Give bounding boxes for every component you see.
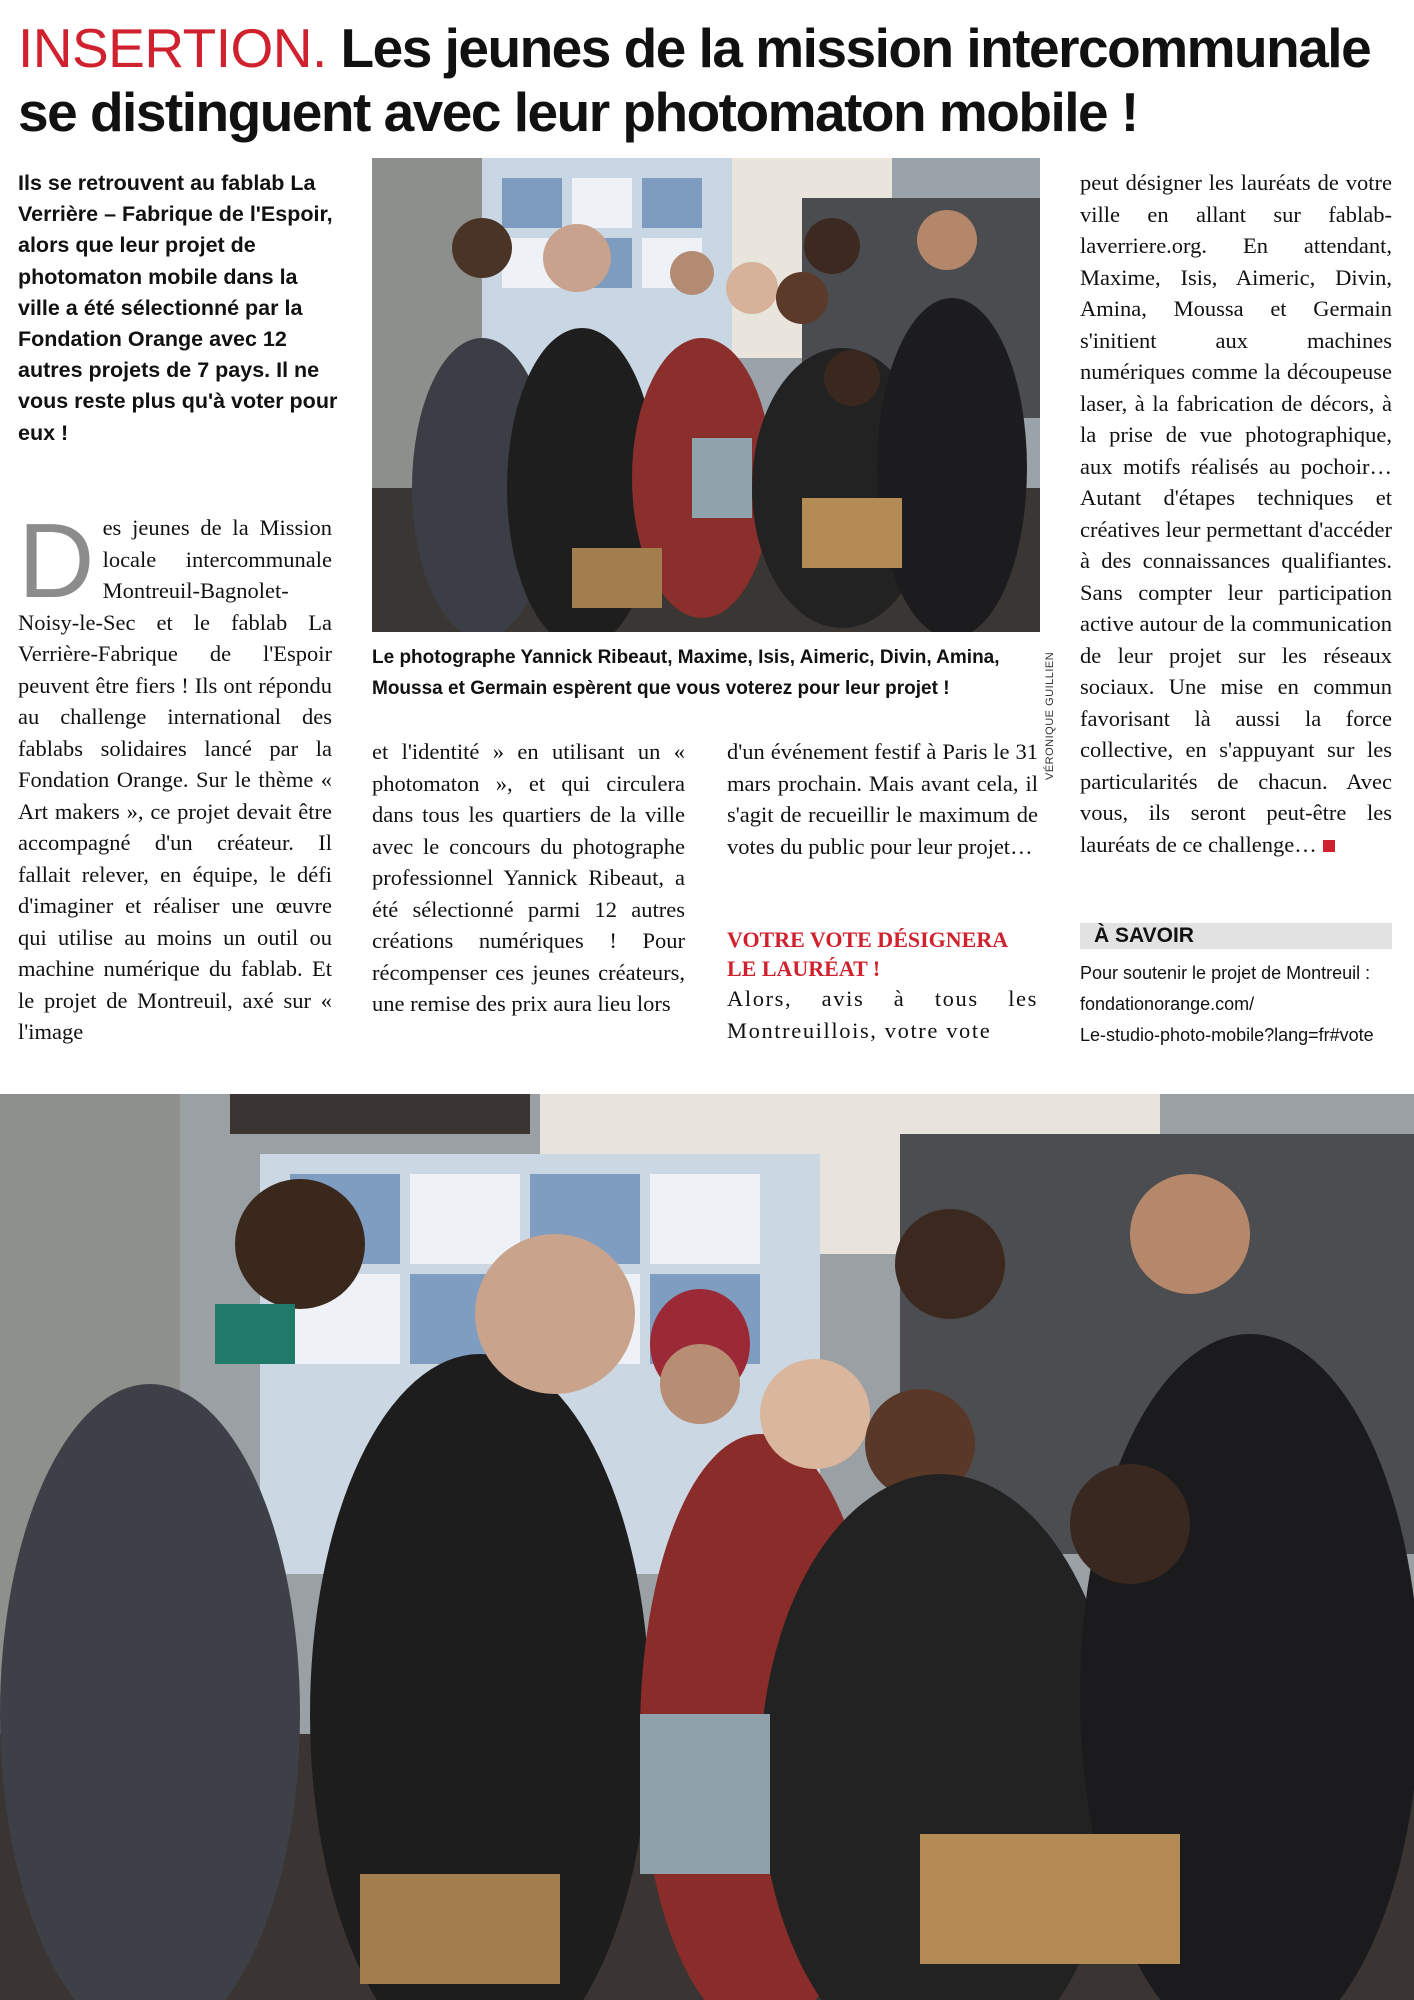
subheading	[727, 925, 1038, 1046]
group-photo-bottom-image	[0, 1094, 1414, 2000]
a-savoir-title: À SAVOIR	[1094, 924, 1194, 947]
section-kicker: INSERTION.	[18, 17, 327, 79]
group-photo-top	[372, 158, 1040, 632]
article-column-1	[18, 502, 332, 1048]
a-savoir-line-1: Pour soutenir le projet de Montreuil :	[1080, 963, 1371, 983]
column-3-continuation: Alors, avis à tous les Montreuillois, votre vote	[727, 986, 1038, 1043]
subheading-text: VOTRE VOTE DÉSIGNERA LE LAURÉAT !	[727, 927, 1007, 981]
column-1-text: es jeunes de la Mission locale intercommunale Montreuil-Bagnolet-Noisy-le-Sec et le fablab La Verrière-Fabrique de l'Espoir peuvent être fiers ! Ils ont répondu au challenge international des fablabs solidaires lancé par la Fondation Orange. Sur le thème « Art makers », ce projet devait être accompagné d'un créateur. Il fallait relever, en équipe, le défi d'imaginer et réaliser une œuvre qui utilise au moins un outil ou machine numérique du fablab. Et le projet de Montreuil, axé sur « l'image	[18, 515, 332, 1044]
photo-credit-text: VÉRONIQUE GUILLIEN	[1044, 651, 1056, 780]
article-column-2: et l'identité » en utilisant un « photomaton », et qui circulera dans tous les quartiers de la ville avec le concours du photographe professionnel Yannick Ribeaut, a été sélectionné parmi 12 autres créations numériques ! Pour récompenser ces jeunes créateurs, une remise des prix aura lieu lors	[372, 739, 685, 1016]
a-savoir-text	[1080, 958, 1400, 1051]
article-column-4	[1080, 167, 1392, 860]
group-photo-top-image	[372, 158, 1040, 632]
intro-chapo: Ils se retrouvent au fablab La Verrière – Fabrique de l'Espoir, alors que leur projet de photomaton mobile dans la ville a été sélectionné par la Fondation Orange avec 12 autres projets de 7 pays. Il ne vous reste plus qu'à voter pour eux !	[18, 171, 338, 445]
a-savoir-line-3: Le-studio-photo-mobile?lang=fr#vote	[1080, 1025, 1374, 1045]
photo-caption: Le photographe Yannick Ribeaut, Maxime, Isis, Aimeric, Divin, Amina, Moussa et Germain espèrent que vous voterez pour leur projet !	[372, 647, 1000, 699]
article-column-3: d'un événement festif à Paris le 31 mars prochain. Mais avant cela, il s'agit de recueillir le maximum de votes du public pour leur projet…	[727, 739, 1038, 859]
column-4-text: peut désigner les lauréats de votre ville en allant sur fablab-laverriere.org. En attendant, Maxime, Isis, Aimeric, Divin, Amina, Moussa et Germain s'initient aux machines numériques comme la découpeuse laser, à la fabrication de décors, à la prise de vue photographique, aux motifs réalisés au pochoir… Autant d'étapes techniques et créatives leur permettant d'accéder à des connaissances qualifiantes. Sans compter leur participation active autour de la communication de leur projet sur les réseaux sociaux. Une mise en commun favorisant là aussi la force collective, en s'appuyant sur les particularités de chacun. Avec vous, ils seront peut-être les lauréats de ce challenge…	[1080, 170, 1392, 857]
a-savoir-header	[1080, 923, 1392, 949]
dropcap: D	[18, 502, 95, 620]
headline	[18, 16, 1398, 144]
a-savoir-line-2: fondationorange.com/	[1080, 994, 1255, 1014]
group-photo-bottom	[0, 1094, 1414, 2000]
end-mark	[1323, 840, 1335, 852]
photo-credit	[1044, 620, 1064, 800]
headline-title: Les jeunes de la mission intercommunale se distinguent avec leur photomaton mobile !	[18, 17, 1371, 143]
